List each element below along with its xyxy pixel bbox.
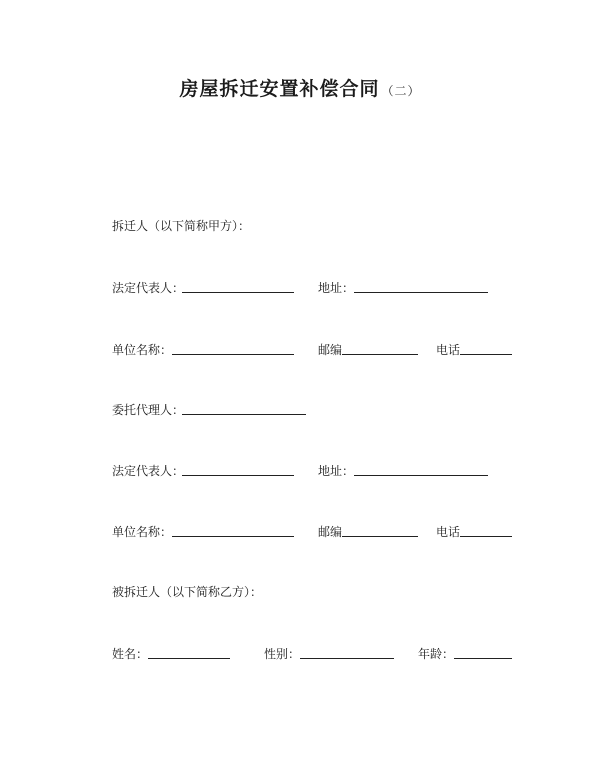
title-suffix: （二）	[381, 84, 421, 98]
gender-label: 性别：	[264, 647, 301, 661]
address-label: 地址：	[318, 281, 355, 295]
phone-label-2: 电话	[436, 525, 461, 539]
postcode-field-2[interactable]	[342, 522, 418, 537]
phone-label: 电话	[436, 343, 461, 357]
agent-label: 委托代理人：	[112, 403, 185, 417]
legal-rep-field[interactable]	[182, 278, 294, 293]
legal-rep-label: 法定代表人：	[112, 281, 185, 295]
person-row	[0, 644, 600, 664]
name-field[interactable]	[148, 644, 230, 659]
gender-field[interactable]	[300, 644, 394, 659]
party-b-heading: 被拆迁人（以下简称乙方）：	[112, 585, 263, 599]
legal-rep-row	[0, 278, 600, 298]
document-title	[0, 74, 600, 101]
unit-row	[0, 340, 600, 360]
unit-name-field[interactable]	[172, 340, 294, 355]
address-label-2: 地址：	[318, 464, 355, 478]
party-a-heading-row	[0, 216, 600, 236]
postcode-label: 邮编	[318, 343, 343, 357]
age-field[interactable]	[454, 644, 512, 659]
unit-name-field-2[interactable]	[172, 522, 294, 537]
name-label: 姓名：	[112, 647, 149, 661]
agent-field[interactable]	[182, 400, 306, 415]
title-text: 房屋拆迁安置补偿合同	[179, 78, 380, 100]
postcode-field[interactable]	[342, 340, 418, 355]
party-b-heading-row	[0, 582, 600, 602]
unit-name-label: 单位名称：	[112, 343, 173, 357]
address-field-2[interactable]	[354, 461, 488, 476]
phone-field-2[interactable]	[460, 522, 512, 537]
address-field[interactable]	[354, 278, 488, 293]
legal-rep-row-2	[0, 461, 600, 481]
age-label: 年龄：	[418, 647, 455, 661]
unit-name-label-2: 单位名称：	[112, 525, 173, 539]
legal-rep-field-2[interactable]	[182, 461, 294, 476]
phone-field[interactable]	[460, 340, 512, 355]
unit-row-2	[0, 522, 600, 542]
agent-row	[0, 400, 600, 420]
postcode-label-2: 邮编	[318, 525, 343, 539]
legal-rep-label-2: 法定代表人：	[112, 464, 185, 478]
party-a-heading: 拆迁人（以下简称甲方）：	[112, 219, 251, 233]
